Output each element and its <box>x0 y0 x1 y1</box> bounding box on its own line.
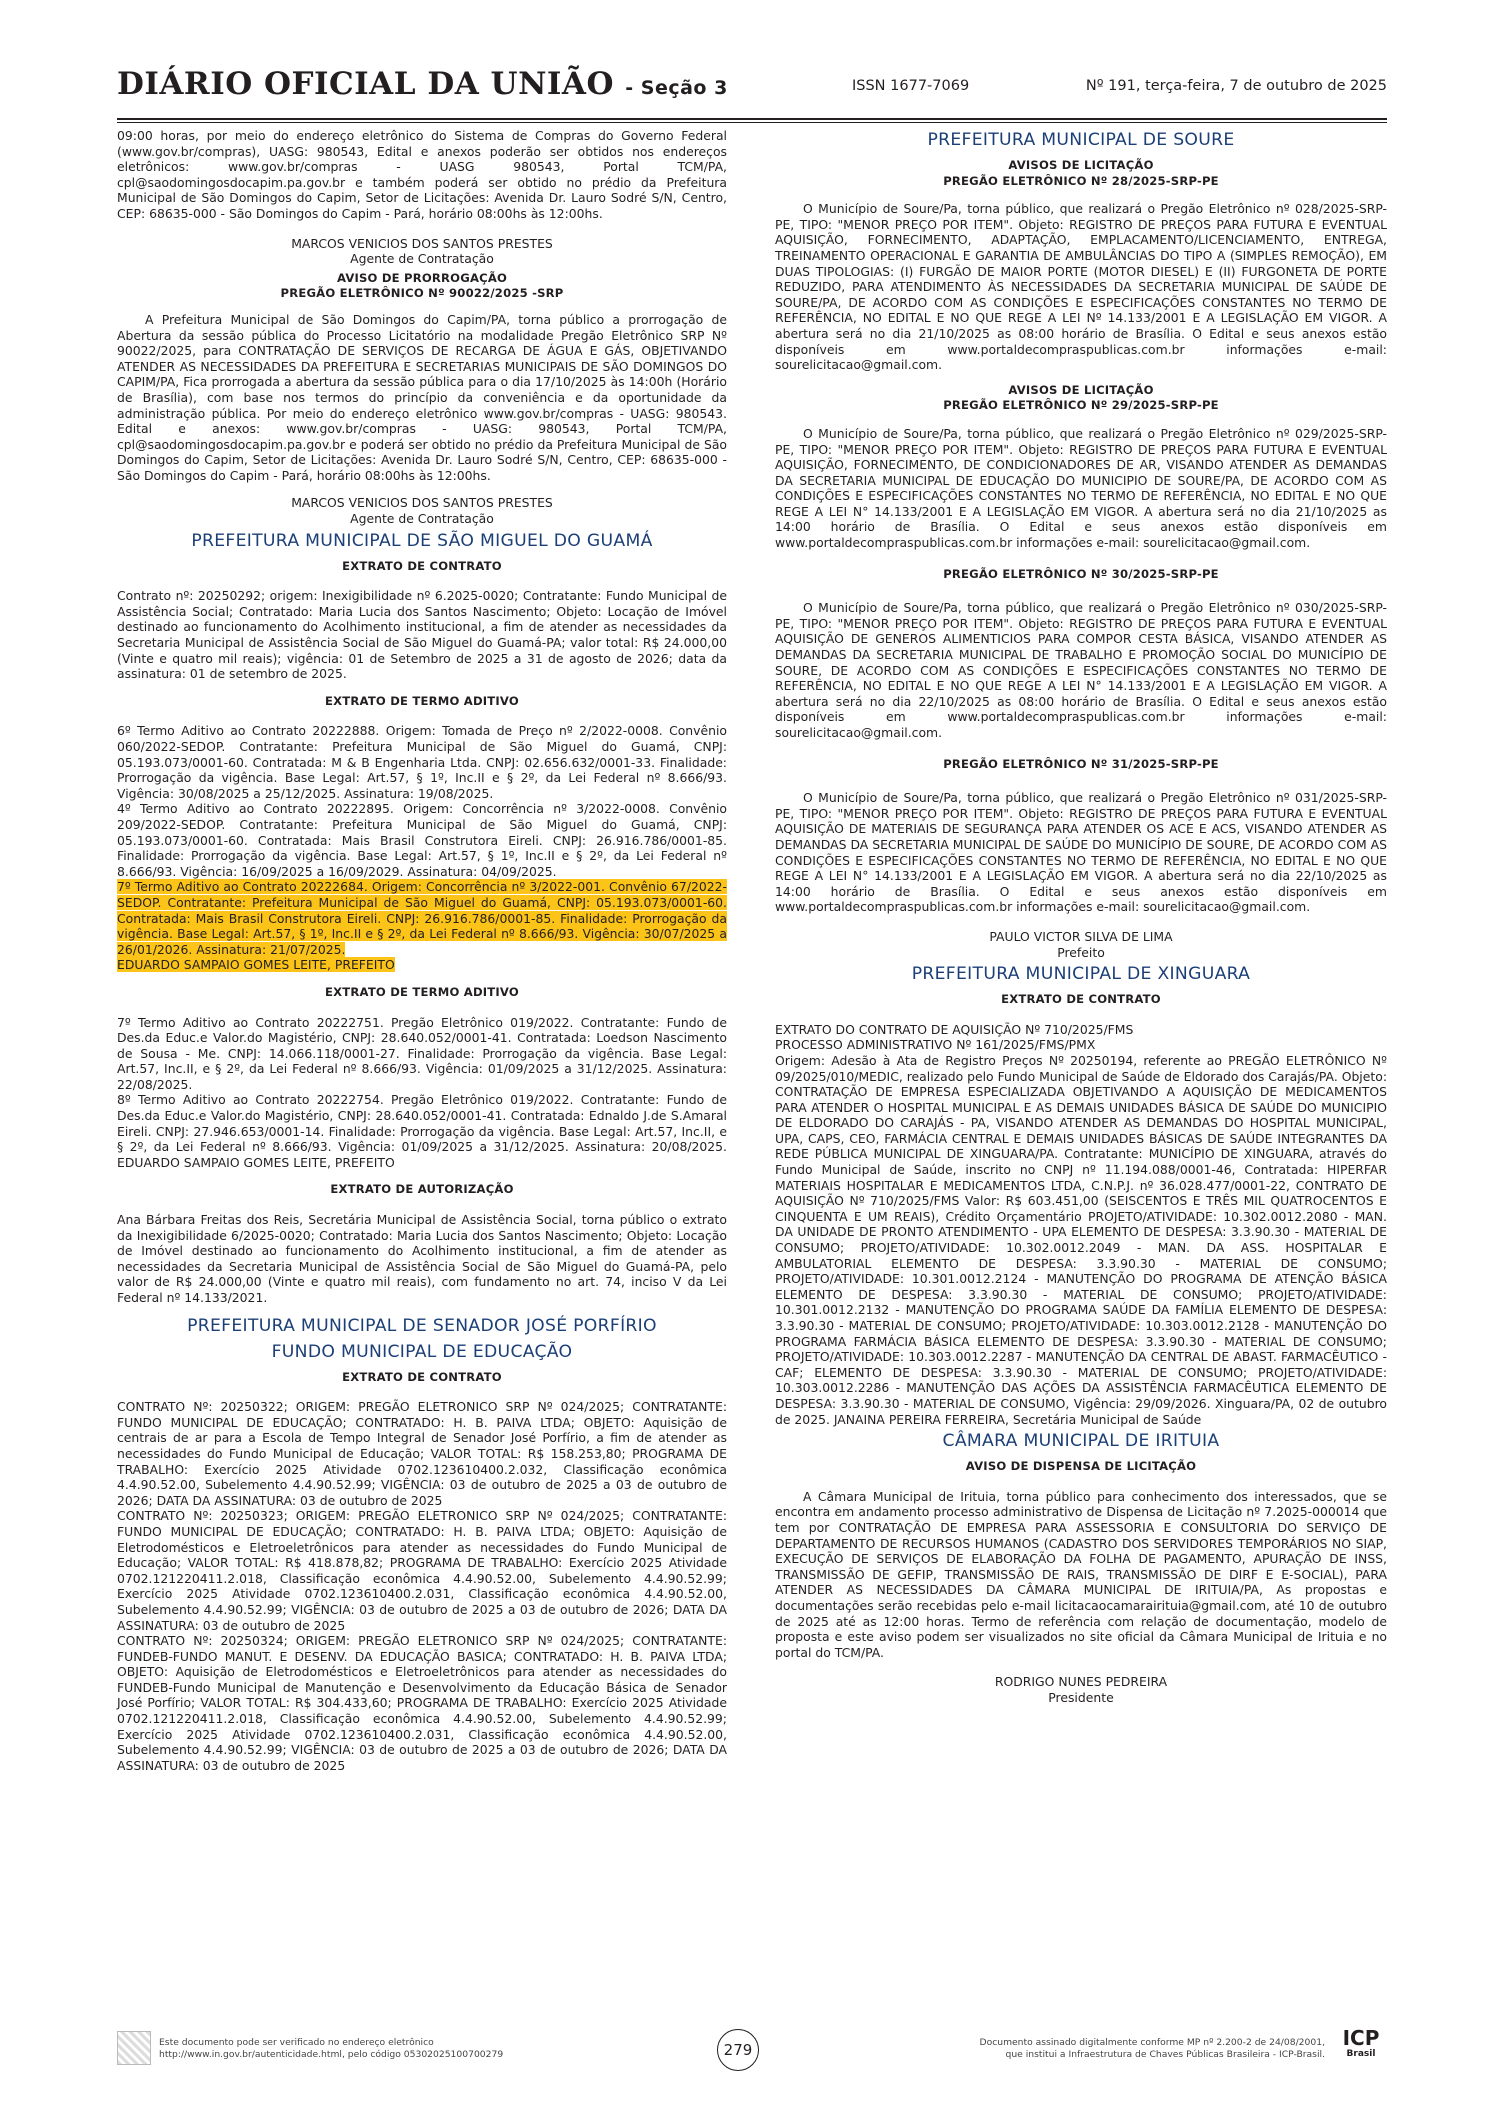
issue-date: Nº 191, terça-feira, 7 de outubro de 2025 <box>1085 78 1387 94</box>
section-heading: EXTRATO DE CONTRATO <box>1001 992 1161 1007</box>
signature-note-line: que institui a Infraestrutura de Chaves Públicas Brasileira - ICP-Brasil. <box>1005 2049 1325 2060</box>
section-heading: AVISO DE DISPENSA DE LICITAÇÃO <box>965 1459 1197 1474</box>
left-column <box>117 128 727 1773</box>
contract-extract: Contrato nº: 20250292; origem: Inexigibilidade nº 6.2025-0020; Contratante: Fundo Municipal de Assistência Social; Contratado: Maria Lucia dos Santos Nascimento; Objeto: Locação de Imóvel destinado ao funcionamento do Acolhimento institucional, a fim de atender as necessidades da Secretaria Municipal de Assistência Social de São Miguel do Guamá-PA; valor total: R$ 24.000,00 (Vinte e quatro mil reais); vigência: 01 de Setembro de 2025 a 31 de agosto de 2026; data da assinatura: 01 de setembro de 2025. <box>117 588 727 682</box>
contract-paragraph: CONTRATO Nº: 20250323; ORIGEM: PREGÃO ELETRONICO SRP Nº 024/2025; CONTRATANTE: FUNDO MUNICIPAL DE EDUCAÇÃO; CONTRATADO: H. B. PAIVA LTDA; OBJETO: Aquisição de Eletrodomésticos e Eletroeletrônicos para atender as necessidades do Fundo Municipal de Educação; VALOR TOTAL: R$ 418.878,82; PROGRAMA DE TRABALHO: Exercício 2025 Atividade 0702.121220411.2.018, Classificação econômica 4.4.90.52.00, Subelemento 4.4.90.52.99; Exercício 2025 Atividade 0702.123610400.2.031, Classificação econômica 4.4.90.52.00, Subelemento 4.4.90.52.99; VIGÊNCIA: 03 de outubro de 2025 a 03 de outubro de 2026; DATA DA ASSINATURA: 03 de outubro de 2025 <box>117 1508 727 1633</box>
signatory-role: Agente de Contratação <box>350 251 494 267</box>
contract-extract: Origem: Adesão à Ata de Registro Preços Nº 20250194, referente ao PREGÃO ELETRÔNICO Nº 09/2025/010/MEDIC, realizado pelo Fundo Municipal de Saúde de Eldorado dos Carajás/PA. Objeto: CONTRATAÇÃO DE EMPRESA ESPECIALIZADA OBJETIVANDO A AQUISIÇÃO DE MEDICAMENTOS PARA ATENDER O HOSPITAL MUNICIPAL E AS DEMAIS UNIDADES BÁSICA DE SAÚDE DO MUNICIPIO DE ELDORADO DO CARAJÁS - PA, VISANDO ATENDER AS DEMANDAS DO HOSPITAL MUNICIPAL, UPA, CAPS, CEO, FARMÁCIA CENTRAL E DEMAIS UNIDADES BÁSICAS DE SAÚDE INTEGRANTES DA REDE PÚBLICA MUNICIPAL DE XINGUARA/PA. Contratante: MUNICÍPIO DE XINGUARA, através do Fundo Municipal de Saúde, inscrito no CNPJ nº 11.194.088/0001-46, Contratada: HIPERFAR MATERIAIS HOSPITALAR E MEDICAMENTOS LTDA, C.N.P.J. nº 36.028.477/0001-22, CONTRATO DE AQUISIÇÃO Nº 710/2025/FMS Valor: R$ 603.451,00 (SEISCENTOS E TRÊS MIL QUATROCENTOS E CINQUENTA E UM REAIS), Crédito Orçamentário PROJETO/ATIVIDADE: 10.302.0012.2080 - MAN. DA UNIDADE DE PRONTO ATENDIMENTO - UPA ELEMENTO DE DESPESA: 3.3.90.30 - MATERIAL DE CONSUMO; PROJETO/ATIVIDADE: 10.302.0012.2049 - MAN. DA ASS. HOSPITALAR E AMBULATORIAL ELEMENTO DE DESPESA: 3.3.90.30 - MATERIAL DE CONSUMO; PROJETO/ATIVIDADE: 10.301.0012.2124 - MANUTENÇÃO DO PROGRAMA DE ATENÇÃO BÁSICA ELEMENTO DE DESPESA: 3.3.90.30 - MATERIAL DE CONSUMO; PROJETO/ATIVIDADE: 10.301.0012.2132 - MANUTENÇÃO DO PROGRAMA SAÚDE DA FAMÍLIA ELEMENTO DE DESPESA: 3.3.90.30 - MATERIAL DE CONSUMO; PROJETO/ATIVIDADE: 10.303.0012.2128 - MANUTENÇÃO DO PROGRAMA FARMÁCIA BÁSICA ELEMENTO DE DESPESA: 3.3.90.30 - MATERIAL DE CONSUMO; PROJETO/ATIVIDADE: 10.303.0012.2287 - MANUTENÇÃO DA CENTRAL DE ABAST. FARMACÊUTICO - CAF; ELEMENTO DE DESPESA: 3.3.90.30 - MATERIAL DE CONSUMO; PROJETO/ATIVIDADE: 10.303.0012.2286 - MANUTENÇÃO DAS AÇÕES DA ASSISTÊNCIA FARMACÊUTICA ELEMENTO DE DESPESA: 3.3.90.30 - MATERIAL DE CONSUMO, Vigência: 29/09/2026. Xinguara/PA, 02 de outubro de 2025. JANAINA PEREIRA FERREIRA, Secretária Municipal de Saúde <box>775 1052 1387 1427</box>
highlight: 7º Termo Aditivo ao Contrato 20222684. Origem: Concorrência nº 3/2022-001. Convênio 67/2022-SEDOP. Contratante: Prefeitura Municipal de São Miguel do Guamá, CNPJ: 05.193.073/0001-60. Contratada: Mais Brasil Construtora Eireli. CNPJ: 26.916.786/0001-85. Finalidade: Prorrogação da vigência. Base Legal: Art.57, § 1º, Inc.II e § 2º, da Lei Federal nº 8.666/93. Vigência: 30/07/2025 a 26/01/2026. Assinatura: 21/07/2025. <box>117 879 727 957</box>
section-subheading: PREGÃO ELETRÔNICO Nº 90022/2025 -SRP <box>280 286 564 301</box>
section-label: - Seção 3 <box>625 77 728 99</box>
signatory-name: RODRIGO NUNES PEDREIRA <box>994 1674 1168 1690</box>
signatory-role: Presidente <box>1048 1689 1114 1705</box>
section-heading: EXTRATO DE CONTRATO <box>342 1369 502 1384</box>
organization-heading: CÂMARA MUNICIPAL DE IRITUIA <box>942 1431 1220 1452</box>
section-subheading: PREGÃO ELETRÔNICO Nº 28/2025-SRP-PE <box>943 173 1219 188</box>
section-subheading: PREGÃO ELETRÔNICO Nº 31/2025-SRP-PE <box>943 756 1219 771</box>
signature-block <box>117 495 727 526</box>
section-heading: EXTRATO DE TERMO ADITIVO <box>325 693 519 708</box>
page-footer <box>117 2023 1387 2083</box>
signatory-role: Agente de Contratação <box>350 511 494 527</box>
intro-paragraph: 09:00 horas, por meio do endereço eletrônico do Sistema de Compras do Governo Federal (www.gov.br/compras), UASG: 980543, Edital e anexos poderão ser obtidos nos endereços eletrônicos: www.gov.br/compras - UASG 980543, Portal TCM/PA, cpl@saodomingosdocapim.pa.gov.br e também poderá ser obtido no prédio da Prefeitura Municipal de São Domingos do Capim, Setor de Licitações: Avenida Dr. Lauro Sodré S/N, Centro, CEP: 68635-000 - São Domingos do Capim - Pará, horário 08:00hs às 12:00hs. <box>117 128 727 221</box>
right-column <box>775 128 1387 1705</box>
signatory-name: PAULO VICTOR SILVA DE LIMA <box>989 928 1173 944</box>
contract-paragraph: CONTRATO Nº: 20250324; ORIGEM: PREGÃO ELETRONICO SRP Nº 024/2025; CONTRATANTE: FUNDEB-FUNDO MANUT. E DESENV. DA EDUCAÇÃO BASICA; CONTRATADO: H. B. PAIVA LTDA; OBJETO: Aquisição de Eletrodomésticos e Eletroeletrônicos para atender as necessidades do FUNDEB-Fundo Municipal de Manutenção e Desenvolvimento da Educação Básica de Senador José Porfírio; VALOR TOTAL: R$ 304.433,60; PROGRAMA DE TRABALHO: Exercício 2025 Atividade 0702.121220411.2.018, Classificação econômica 4.4.90.52.00, Subelemento 4.4.90.52.99; Exercício 2025 Atividade 0702.123610400.2.031, Classificação econômica 4.4.90.52.00, Subelemento 4.4.90.52.99; VIGÊNCIA: 03 de outubro de 2025 a 03 de outubro de 2026; DATA DA ASSINATURA: 03 de outubro de 2025 <box>117 1633 727 1773</box>
signature-note <box>980 2037 1326 2061</box>
extract-title-line: EXTRATO DO CONTRATO DE AQUISIÇÃO Nº 710/2025/FMS <box>775 1021 1134 1037</box>
amendment-paragraph: 6º Termo Aditivo ao Contrato 20222888. Origem: Tomada de Preço nº 2/2022-0008. Convênio 060/2022-SEDOP. Contratante: Prefeitura Municipal de São Miguel do Guamá, CNPJ: 05.193.073/0001-60. Contratada: M & B Engenharia Ltda. CNPJ: 02.656.632/0001-33. Finalidade: Prorrogação da vigência. Base Legal: Art.57, § 1º, Inc.II e § 2º, da Lei Federal nº 8.666/93. Vigência: 30/08/2025 a 25/12/2025. Assinatura: 19/08/2025. <box>117 723 727 801</box>
amendment-paragraph-highlighted <box>117 879 727 957</box>
amendment-paragraph: 8º Termo Aditivo ao Contrato 20222754. Pregão Eletrônico 019/2022. Contratante: Fundo de Des.da Educ.e Valor.do Magistério, CNPJ: 28.640.052/0001-41. Contratada: Ednaldo J.de S.Amaral Eireli. CNPJ: 27.946.653/0001-14. Finalidade: Prorrogação da vigência. Base Legal: Art.57, Inc.II, e § 2º, da Lei Federal nº 8.666/93. Vigência: 01/09/2025 a 31/12/2025. Assinatura: 20/08/2025. EDUARDO SAMPAIO GOMES LEITE, PREFEITO <box>117 1092 727 1170</box>
notice-paragraph: O Município de Soure/Pa, torna público, que realizará o Pregão Eletrônico nº 028/2025-SRP-PE, TIPO: "MENOR PREÇO POR ITEM". Objeto: REGISTRO DE PREÇOS PARA FUTURA E EVENTUAL AQUISIÇÃO, FORNECIMENTO, ADAPTAÇÃO, EMPLACAMENTO/LICENCIAMENTO, ENTREGA, TREINAMENTO OPERACIONAL E GARANTIA DE AMBULÂNCIAS DO TIPO A (SIMPLES REMOÇÃO), EM DUAS TIPOLOGIAS: (I) FURGÃO DE MAIOR PORTE (MOTOR DIESEL) E (II) FURGONETA DE PORTE REDUZIDO, PARA ATENDIMENTO ÀS NECESSIDADES DA SECRETARIA MUNICIPAL DE SAÚDE DE SOURE/PA, DE ACORDO COM AS CONDIÇÕES E ESPECIFICAÇÕES CONSTANTES NO TERMO DE REFERÊNCIA, NO EDITAL E NO QUE REGE A LEI Nº 14.133/2001 E A LEGISLAÇÃO EM VIGOR. A abertura será no dia 21/10/2025 as 08:00 horário de Brasília. O Edital e seus anexos estão disponíveis em www.portaldecompraspublicas.com.br informações e-mail: sourelicitacao@gmail.com. <box>775 201 1387 373</box>
signatory-line-highlighted <box>117 957 727 973</box>
signatory-role: Prefeito <box>1057 944 1105 960</box>
section-heading: AVISOS DE LICITAÇÃO <box>1008 158 1154 172</box>
section-heading: AVISOS DE LICITAÇÃO <box>1008 382 1154 397</box>
section-subheading: PREGÃO ELETRÔNICO Nº 30/2025-SRP-PE <box>943 566 1219 581</box>
section-heading: EXTRATO DE TERMO ADITIVO <box>325 984 519 999</box>
icp-brasil-logo-icon <box>1335 2027 1387 2071</box>
authorization-paragraph: Ana Bárbara Freitas dos Reis, Secretária Municipal de Assistência Social, torna público o extrato da Inexigibilidade 6/2025-0020; Contratado: Maria Lucia dos Santos Nascimento; Objeto: Locação de Imóvel destinado ao funcionamento do Acolhimento institucional, a fim de atender as necessidades da Secretaria Municipal de Assistência Social de São Miguel do Guamá-PA, pelo valor de R$ 24.000,00 (Vinte e quatro mil reais), com fundamento no art. 74, inciso V da Lei Federal nº 14.133/2021. <box>117 1212 727 1305</box>
section-heading: EXTRATO DE AUTORIZAÇÃO <box>330 1182 514 1197</box>
signature-block <box>775 1674 1387 1705</box>
amendment-paragraph: 7º Termo Aditivo ao Contrato 20222751. Pregão Eletrônico 019/2022. Contratante: Fundo de Des.da Educ.e Valor.do Magistério, CNPJ: 28.640.052/0001-41. Contratada: Loedson Nascimento de Sousa - Me. CNPJ: 14.066.118/0001-27. Finalidade: Prorrogação da vigência. Base Legal: Art.57, Inc.II, e § 2º, da Lei Federal nº 8.666/93. Vigência: 01/09/2025 a 31/12/2025. Assinatura: 22/08/2025. <box>117 1014 727 1092</box>
verification-note <box>159 2037 503 2061</box>
gazette-title: DIÁRIO OFICIAL DA UNIÃO - Seção 3 <box>117 66 728 102</box>
contract-paragraph: CONTRATO Nº: 20250322; ORIGEM: PREGÃO ELETRONICO SRP Nº 024/2025; CONTRATANTE: FUNDO MUNICIPAL DE EDUCAÇÃO; CONTRATADO: H. B. PAIVA LTDA; OBJETO: Aquisição de centrais de ar para a Escola de Tempo Integral de Senador José Porfírio, a fim de atender as necessidades do Fundo Municipal de Educação; VALOR TOTAL: R$ 158.253,80; PROGRAMA DE TRABALHO: Exercício 2025 Atividade 0702.123610400.2.032, Classificação econômica 4.4.90.52.00, Subelemento 4.4.90.52.99; VIGÊNCIA: 03 de outubro de 2025 a 03 de outubro de 2026; DATA DA ASSINATURA: 03 de outubro de 2025 <box>117 1399 727 1508</box>
notice-paragraph: O Município de Soure/Pa, torna público, que realizará o Pregão Eletrônico nº 030/2025-SRP-PE, TIPO: "MENOR PREÇO POR ITEM". Objeto: REGISTRO DE PREÇOS PARA FUTURA E EVENTUAL AQUISIÇÃO DE GENEROS ALIMENTICIOS PARA COMPOR CESTA BÁSICA, VISANDO ATENDER AS DEMANDAS DA SECRETARIA MUNICIPAL DE TRABALHO E PROMOÇÃO SOCIAL DO MUNICÍPIO DE SOURE, DE ACORDO COM AS CONDIÇÕES E ESPECIFICAÇÕES CONSTANTES NO TERMO DE REFERÊNCIA, NO EDITAL E NO QUE REGE A LEI N° 14.133/2001 E A LEGISLAÇÃO EM VIGOR. A abertura será no dia 22/10/2025 as 08:00 horário de Brasília. O Edital e seus anexos estão disponíveis em www.portaldecompraspublicas.com.br informações e-mail: sourelicitacao@gmail.com. <box>775 600 1387 740</box>
signatory-name: MARCOS VENICIOS DOS SANTOS PRESTES <box>291 495 553 511</box>
logo-subtext: Brasil <box>1346 2049 1376 2059</box>
notice-paragraph: O Município de Soure/Pa, torna público, que realizará o Pregão Eletrônico nº 029/2025-SRP-PE, TIPO: "MENOR PREÇO POR ITEM". Objeto: REGISTRO DE PREÇOS PARA FUTURA E EVENTUAL AQUISIÇÃO, FORNECIMENTO, DE CONDICIONADORES DE AR, VISANDO ATENDER AS DEMANDAS DA SECRETARIA MUNICIPAL DE EDUCAÇÃO DO MUNICIPIO DE SOURE/PA, DE ACORDO COM AS CONDIÇÕES E ESPECIFICAÇÕES CONSTANTES NO TERMO DE REFERÊNCIA, NO EDITAL E NO QUE REGE A LEI N° 14.133/2001 E A LEGISLAÇÃO EM VIGOR. A abertura será no dia 21/10/2025 as 14:00 horário de Brasília. O Edital e seus anexos estão disponíveis em www.portaldecompraspublicas.com.br informações e-mail: sourelicitacao@gmail.com. <box>775 425 1387 551</box>
issn: ISSN 1677-7069 <box>852 78 970 94</box>
extract-process-line: PROCESSO ADMINISTRATIVO Nº 161/2025/FMS/PMX <box>775 1037 1096 1053</box>
signature-block <box>117 236 727 267</box>
organization-heading: PREFEITURA MUNICIPAL DE SÃO MIGUEL DO GUAMÁ <box>191 530 653 551</box>
header-rule-thin <box>117 122 1387 123</box>
organization-heading: PREFEITURA MUNICIPAL DE SOURE <box>927 130 1235 150</box>
section-subheading: PREGÃO ELETRÔNICO Nº 29/2025-SRP-PE <box>943 398 1219 413</box>
organization-subheading: FUNDO MUNICIPAL DE EDUCAÇÃO <box>271 1341 573 1362</box>
signature-note-line: Documento assinado digitalmente conforme MP nº 2.200-2 de 24/08/2001, <box>979 2037 1325 2048</box>
signatory-name: MARCOS VENICIOS DOS SANTOS PRESTES <box>291 235 553 251</box>
dispensation-paragraph: A Câmara Municipal de Irituia, torna público para conhecimento dos interessados, que se encontra em andamento processo administrativo de Dispensa de Licitação nº 7.2025-000014 que tem por CONTRATAÇÃO DE EMPRESA PARA ASSESSORIA E CONSULTORIA DO SERVIÇO DE DEPARTAMENTO DE RECURSOS HUMANOS (CADASTRO DOS SERVIDORES TEMPORÁRIOS NO SIAP, EXECUÇÃO DE SERVIÇOS DE ELABORAÇÃO DA FOLHA DE PAGAMENTO, APURAÇÃO DE INSS, TRANSMISSÃO DE GEFIP, TRANSMISSÃO DE RAIS, TRANSMISSÃO DE DIRF E E-SOCIAL), PARA ATENDER AS NECESSIDADES DA CÂMARA MUNICIPAL DE IRITUIA/PA, As propostas e documentações serão recebidas pelo e-mail licitacaocamarairituia@gmail.com, até 10 de outubro de 2025 até as 12:00 horas. Termo de referência com relação de documentação, modelo de proposta e este aviso podem ser visualizados no site oficial da Câmara Municipal de Irituia e no portal do TCM/PA. <box>775 1488 1387 1660</box>
header-rule <box>117 118 1387 120</box>
page-number: 279 <box>717 2029 759 2071</box>
notice-paragraph: O Município de Soure/Pa, torna público, que realizará o Pregão Eletrônico nº 031/2025-SRP-PE, TIPO: "MENOR PREÇO POR ITEM". Objeto: REGISTRO DE PREÇOS PARA FUTURA E EVENTUAL AQUISIÇÃO DE MATERIAIS DE SEGURANÇA PARA ATENDER OS ACE E ACS, VISANDO ATENDER AS DEMANDAS DA SECRETARIA MUNICIPAL DE SAÚDE DO MUNICÍPIO DE SOURE, DE ACORDO COM AS CONDIÇÕES E ESPECIFICAÇÕES CONSTANTES NO TERMO DE REFERÊNCIA, NO EDITAL E NO QUE REGE A LEI N° 14.133/2001 E A LEGISLAÇÃO EM VIGOR. A abertura será no dia 22/10/2025 as 14:00 horário de Brasília. O Edital e seus anexos estão disponíveis em www.portaldecompraspublicas.com.br informações e-mail: sourelicitacao@gmail.com. <box>775 790 1387 915</box>
verification-link[interactable]: http://www.in.gov.br/autenticidade.html, pelo código 05302025100700279 <box>159 2049 504 2060</box>
page-header <box>117 62 1387 112</box>
signature-block <box>775 929 1387 960</box>
amendment-paragraph: 4º Termo Aditivo ao Contrato 20222895. Origem: Concorrência nº 3/2022-0008. Convênio 209/2022-SEDOP. Contratante: Prefeitura Municipal de São Miguel do Guamá, CNPJ: 05.193.073/0001-60. Contratada: Mais Brasil Construtora Eireli. CNPJ: 26.916.786/0001-85. Finalidade: Prorrogação da vigência. Base Legal: Art.57, § 1º, Inc.II e § 2º, da Lei Federal nº 8.666/93. Vigência: 16/09/2025 a 16/09/2029. Assinatura: 04/09/2025. <box>117 801 727 879</box>
organization-heading: PREFEITURA MUNICIPAL DE SENADOR JOSÉ PORFÍRIO <box>187 1315 657 1336</box>
verification-line: Este documento pode ser verificado no endereço eletrônico <box>159 2037 434 2048</box>
section-heading: EXTRATO DE CONTRATO <box>342 558 502 573</box>
logo-text: ICP <box>1342 2026 1380 2050</box>
organization-heading: PREFEITURA MUNICIPAL DE XINGUARA <box>911 964 1251 985</box>
highlight: EDUARDO SAMPAIO GOMES LEITE, PREFEITO <box>117 957 395 973</box>
qr-code-icon <box>117 2031 151 2065</box>
prorrogation-paragraph: A Prefeitura Municipal de São Domingos do Capim/PA, torna público a prorrogação de Abertura da sessão pública do Processo Licitatório na modalidade Pregão Eletrônico SRP Nº 90022/2025, para CONTRATAÇÃO DE SERVIÇOS DE RECARGA DE ÁGUA E GÁS, OBJETIVANDO ATENDER AS NECESSIDADES DA PREFEITURA E SECRETARIAS MUNICIPAIS DE SÃO DOMINGOS DO CAPIM/PA, Fica prorrogada a abertura da sessão pública para o dia 17/10/2025 às 14:00h (Horário de Brasília), com base nos termos do princípio da conveniência e da oportunidade da administração pública. Por meio do endereço eletrônico www.gov.br/compras - UASG: 980543. Edital e anexos: www.gov.br/compras - UASG: 980543, Portal TCM/PA, cpl@saodomingosdocapim.pa.gov.br e poderá ser obtido no prédio da Prefeitura Municipal de São Domingos do Capim, Setor de Licitações: Avenida Dr. Lauro Sodré S/N, Centro, CEP: 68635-000 - São Domingos do Capim - Pará, horário 08:00hs às 12:00hs. <box>117 311 727 483</box>
section-heading: AVISO DE PRORROGAÇÃO <box>336 270 508 285</box>
